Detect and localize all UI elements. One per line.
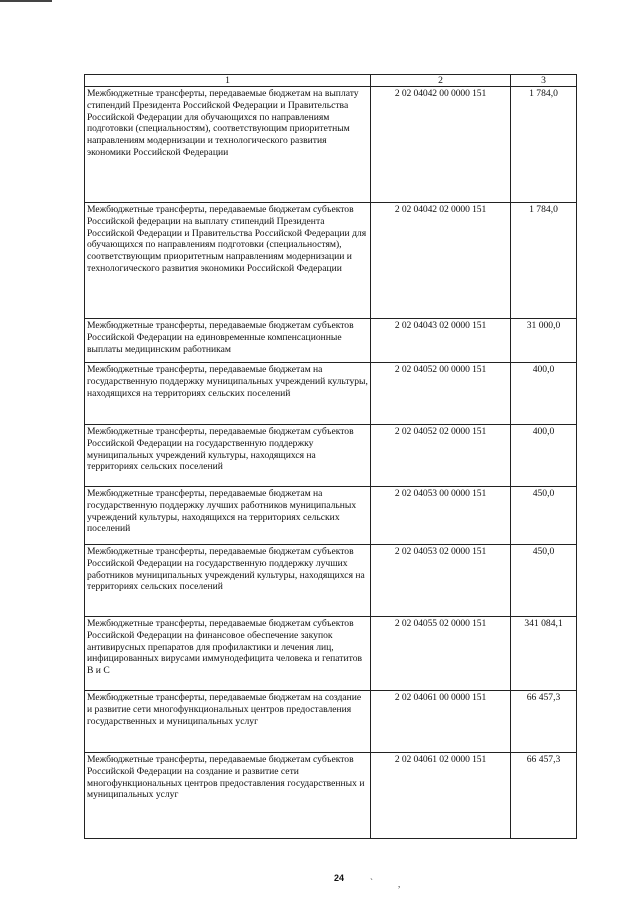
row-amount: 400,0 bbox=[511, 425, 577, 487]
row-amount: 341 084,1 bbox=[511, 617, 577, 691]
table-row bbox=[85, 691, 577, 753]
table-row bbox=[85, 545, 577, 617]
row-amount: 1 784,0 bbox=[511, 203, 577, 319]
header-col-2: 2 bbox=[371, 75, 511, 87]
row-description: Межбюджетные трансферты, передаваемые бюджетам субъектов Российской Федерации на создание и развитие сети многофункциональных центров предоставления государственных и муниципальных услуг bbox=[85, 753, 371, 839]
row-code: 2 02 04043 02 0000 151 bbox=[371, 319, 511, 363]
row-code: 2 02 04053 00 0000 151 bbox=[371, 487, 511, 545]
row-description: Межбюджетные трансферты, передаваемые бюджетам субъектов Российской Федерации на единовременные компенсационные выплаты медицинским работникам bbox=[85, 319, 371, 363]
row-code: 2 02 04061 02 0000 151 bbox=[371, 753, 511, 839]
scan-mark: , bbox=[398, 879, 401, 889]
row-code: 2 02 04053 02 0000 151 bbox=[371, 545, 511, 617]
table-body bbox=[85, 87, 577, 839]
table-row bbox=[85, 87, 577, 203]
row-amount: 66 457,3 bbox=[511, 691, 577, 753]
row-code: 2 02 04061 00 0000 151 bbox=[371, 691, 511, 753]
table-row bbox=[85, 203, 577, 319]
header-col-3: 3 bbox=[511, 75, 577, 87]
row-code: 2 02 04052 02 0000 151 bbox=[371, 425, 511, 487]
row-description: Межбюджетные трансферты, передаваемые бюджетам на государственную поддержку лучших работников муниципальных учреждений культуры, находящихся на территориях сельских поселений bbox=[85, 487, 371, 545]
row-description: Межбюджетные трансферты, передаваемые бюджетам на государственную поддержку муниципальных учреждений культуры, находящихся на территориях сельских поселений bbox=[85, 363, 371, 425]
table-row bbox=[85, 319, 577, 363]
header-col-1: 1 bbox=[85, 75, 371, 87]
row-amount: 450,0 bbox=[511, 545, 577, 617]
row-amount: 31 000,0 bbox=[511, 319, 577, 363]
row-amount: 66 457,3 bbox=[511, 753, 577, 839]
row-code: 2 02 04052 00 0000 151 bbox=[371, 363, 511, 425]
row-description: Межбюджетные трансферты, передаваемые бюджетам субъектов Российской федерации на выплату стипендий Президента Российской Федерации и Правительства Российской Федерации для обучающихся по направлениям подготовки (специальностям), соответствующим приоритетным направлениям модернизации и технологического развития экономики Российской Федерации bbox=[85, 203, 371, 319]
row-code: 2 02 04055 02 0000 151 bbox=[371, 617, 511, 691]
table-row bbox=[85, 363, 577, 425]
row-amount: 450,0 bbox=[511, 487, 577, 545]
scan-mark: ` bbox=[370, 877, 373, 887]
row-description: Межбюджетные трансферты, передаваемые бюджетам субъектов Российской Федерации на финансовое обеспечение закупок антивирусных препаратов для профилактики и лечения лиц, инфицированных вирусами иммунодефицита человека и гепатитов В и С bbox=[85, 617, 371, 691]
row-amount: 400,0 bbox=[511, 363, 577, 425]
table-row bbox=[85, 487, 577, 545]
page-number: 24 bbox=[334, 873, 345, 883]
row-amount: 1 784,0 bbox=[511, 87, 577, 203]
table-row bbox=[85, 425, 577, 487]
row-code: 2 02 04042 00 0000 151 bbox=[371, 87, 511, 203]
table-row bbox=[85, 753, 577, 839]
row-code: 2 02 04042 02 0000 151 bbox=[371, 203, 511, 319]
table-row bbox=[85, 617, 577, 691]
budget-table bbox=[84, 74, 577, 839]
row-description: Межбюджетные трансферты, передаваемые бюджетам на выплату стипендий Президента Российской Федерации и Правительства Российской Федерации для обучающихся по направлениям подготовки (специальностям), соответствующим приоритетным направлениям модернизации и технологического развития экономики Российской Федерации bbox=[85, 87, 371, 203]
header-row bbox=[85, 75, 577, 87]
table-header bbox=[85, 75, 577, 87]
row-description: Межбюджетные трансферты, передаваемые бюджетам субъектов Российской Федерации на государственную поддержку лучших работников муниципальных учреждений культуры, находящихся на территориях сельских поселений bbox=[85, 545, 371, 617]
row-description: Межбюджетные трансферты, передаваемые бюджетам на создание и развитие сети многофункциональных центров предоставления государственных и муниципальных услуг bbox=[85, 691, 371, 753]
top-edge-rule bbox=[0, 0, 52, 2]
row-description: Межбюджетные трансферты, передаваемые бюджетам субъектов Российской Федерации на государственную поддержку муниципальных учреждений культуры, находящихся на территориях сельских поселений bbox=[85, 425, 371, 487]
